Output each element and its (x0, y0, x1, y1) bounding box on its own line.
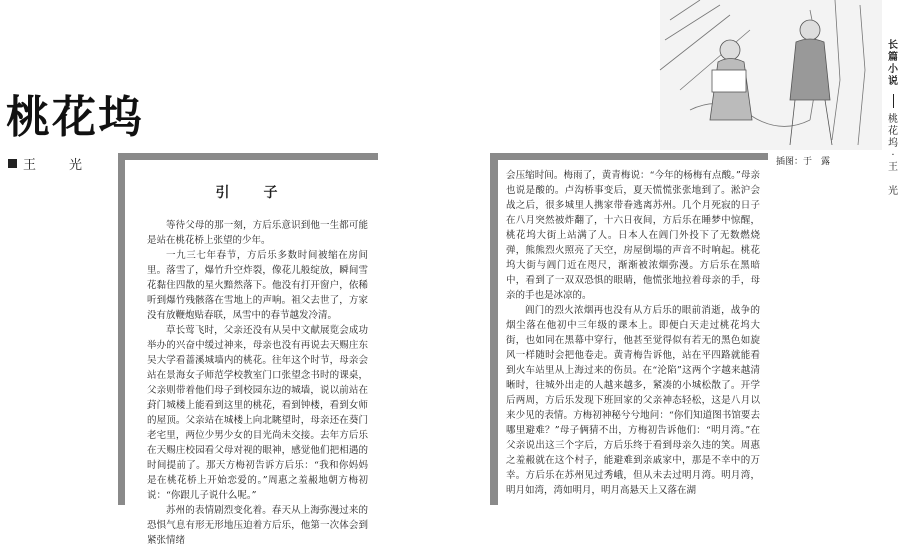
sidebar-char: · (891, 150, 895, 161)
author-name: 王 光 (23, 158, 93, 173)
paragraph: 阊门的烈火浓烟再也没有从方后乐的眼前消逝，战争的烟尘落在他初中三年级的课本上。即便白天走过桃花坞大街，也如同在黑幕中穿行，他甚至觉得似有若无的黑色如旋风一样随时会把他卷走。黄青梅告诉他，站在平四路就能看到火车站里从上海过来的伤员。在“沦陷”这两个字越来越清晰时，往城外出走的人越来越多，紧凑的小城松散了。开学后两周，方后乐发现下班回家的父亲神态轻松，这是八月以来少见的表情。方梅初神秘兮兮地问：“你们知道图书馆要去哪里避难？”母子俩猜不出，方梅初告诉他们：“明月湾。”在父亲说出这三个字后，方后乐终于看到母亲久违的笑。周惠之羞赧就在这个村子，能避难到亲戚家中，那是不幸中的万幸。方后乐在苏州见过秀峨，但从未去过明月湾。明月湾，明月如湾，湾如明月，明月高悬天上又落在湖 (506, 305, 760, 496)
paragraph: 会压缩时间。梅雨了，黄青梅说：“今年的杨梅有点酸。”母亲也说是酸的。卢沟桥事变后，夏天慌慌张张地到了。淞沪会战之后，很多城里人携家带眷逃离苏州。几个月死寂的日子在八月突然被炸翻了，十六日夜间，方后乐在睡梦中惊醒，桃花坞大街上站满了人。日本人在阊门外投下了无数燃烧弹，熊熊烈火照亮了天空，房屋倒塌的声音不时响起。桃花坞大街与阊门近在咫尺，渐渐被浓烟弥漫。方后乐在黑暗中，看到了一双双恐惧的眼睛，他慌张地拉着母亲的手，母亲的手也是冰凉的。 (506, 170, 760, 301)
paragraph: 苏州的表情剧烈变化着。春天从上海弥漫过来的恐惧气息有形无形地压迫着方后乐，他第一次体会到紧张情绪 (147, 505, 368, 546)
sidebar-char (886, 174, 900, 186)
sidebar-divider (893, 94, 894, 108)
square-bullet-icon (8, 159, 17, 168)
running-title (886, 114, 900, 198)
right-text-column (498, 160, 768, 505)
running-header-sidebar (886, 40, 900, 198)
author-byline (8, 154, 92, 173)
right-body-text (498, 160, 768, 498)
section-heading: 引 子 (215, 185, 288, 201)
sidebar-char: 小 (888, 64, 898, 75)
sidebar-char: 说 (888, 76, 898, 87)
sidebar-char: 花 (888, 126, 898, 137)
left-body-text (125, 218, 378, 548)
paragraph: 一九三七年春节，方后乐多数时间被缩在房间里。落雪了，爆竹升空炸裂，像花儿般绽放，瞬间雪花黏住四散的星火黯然落下。他没有打开窗户，依稀听到爆竹残骸落在雪地上的声响。祖父去世了，方家没有放鞭炮贴春联，凤雪中的春节越发冷清。 (147, 250, 368, 321)
paragraph: 草长莺飞时，父亲还没有从吴中文献展览会成功举办的兴奋中缓过神来，母亲也没有再说去天赐庄东吴大学看蔷溪城墙内的桃花。往年这个时节，母亲会站在景海女子师范学校教室门口张望念书时的课桌，父亲则带着他们母子到校园东边的城墙，说以前站在葑门城楼上能看到这里的桃花，看到钟楼，看到女师的屋顶。父亲站在城楼上向北眺望时，母亲还在葵门老宅里，两位少男少女的目光尚未交接。去年方后乐在天赐庄校园看父母对视的眼神，感觉他们把相遇的时间提前了。那天方梅初告诉方后乐：“我和你妈妈是在桃花桥上开始恋爱的。”周惠之羞赧地朝方梅初说：“你跟儿子说什么呢。” (147, 325, 368, 501)
sidebar-char: 坞 (888, 138, 898, 149)
article-title: 桃花坞 (6, 92, 144, 143)
sidebar-char: 篇 (888, 52, 898, 63)
illustration-credit: 插图：于 露 (776, 157, 831, 167)
sidebar-char: 长 (888, 40, 898, 51)
section-category (886, 40, 900, 88)
sidebar-char: 桃 (888, 114, 898, 125)
illustration (660, 0, 882, 150)
sidebar-char: 王 (888, 162, 898, 173)
sidebar-char: 光 (888, 186, 898, 197)
illustration-drawing (660, 0, 882, 150)
paragraph: 等待父母的那一刻，方后乐意识到他一生都可能是站在桃花桥上张望的少年。 (147, 220, 368, 246)
left-text-column (125, 160, 378, 546)
